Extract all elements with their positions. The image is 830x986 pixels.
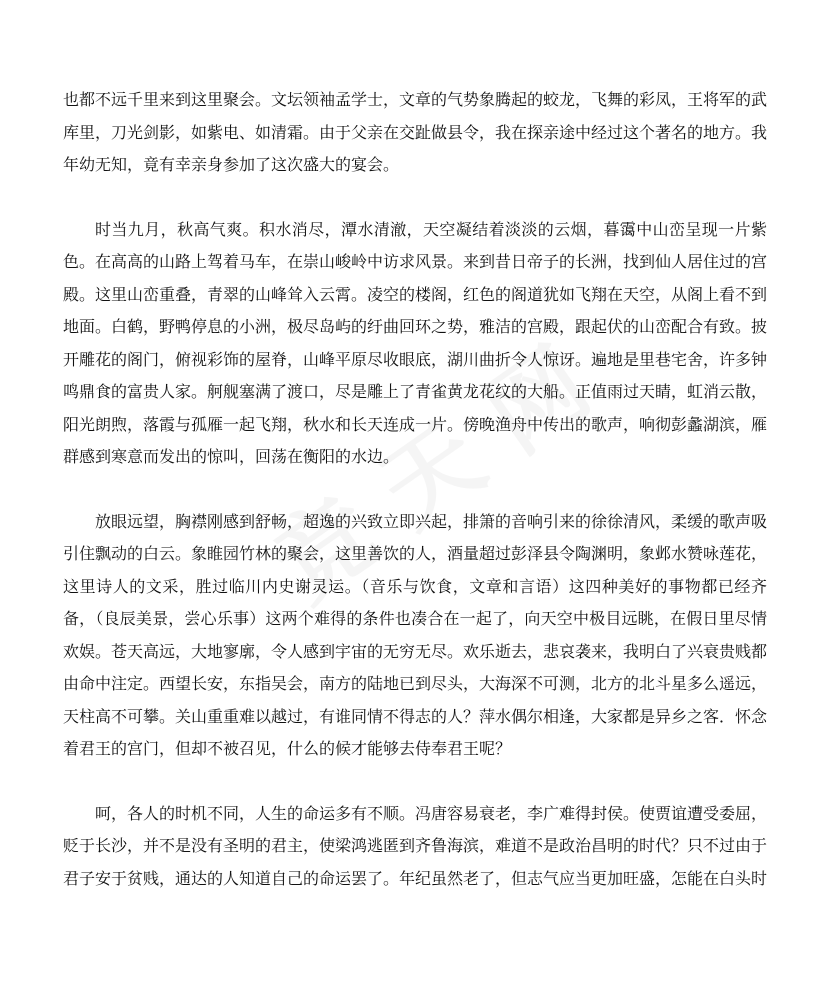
paragraph-4: 呵，各人的时机不同，人生的命运多有不顺。冯唐容易衰老，李广难得封侯。使贾谊遭受委屈，贬于长沙，并不是没有圣明的君主，使梁鸿逃匿到齐鲁海滨，难道不是政治昌明的时代？只不过由于君子安于贫贱，通达的人知道自己的命运罢了。年纪虽然老了，但志气应当更加旺盛，怎能在白头时 [63,803,768,888]
document-body [63,84,767,927]
paragraph-2: 时当九月，秋高气爽。积水消尽，潭水清澈，天空凝结着淡淡的云烟，暮霭中山峦呈现一片紫色。在高高的山路上驾着马车，在崇山峻岭中访求风景。来到昔日帝子的长洲，找到仙人居住过的宫殿。这里山峦重叠，青翠的山峰耸入云霄。凌空的楼阁，红色的阁道犹如飞翔在天空，从阁上看不到地面。白鹤，野鸭停息的小洲，极尽岛屿的纡曲回环之势，雅洁的宫殿，跟起伏的山峦配合有致。披开雕花的阁门，俯视彩饰的屋脊，山峰平原尽收眼底，湖川曲折令人惊讶。遍地是里巷宅舍，许多钟鸣鼎食的富贵人家。舸舰塞满了渡口，尽是雕上了青雀黄龙花纹的大船。正值雨过天睛，虹消云散，阳光朗煦，落霞与孤雁一起飞翔，秋水和长天连成一片。傍晚渔舟中传出的歌声，响彻彭蠡湖滨，雁群感到寒意而发出的惊叫，回荡在衡阳的水边。 [63,219,768,466]
paragraph-1: 也都不远千里来到这里聚会。文坛领袖孟学士，文章的气势象腾起的蛟龙，飞舞的彩凤，王将军的武库里，刀光剑影，如紫电、如清霜。由于父亲在交趾做县令，我在探亲途中经过这个著名的地方。我年幼无知，竟有幸亲身参加了这次盛大的宴会。 [63,90,768,174]
paragraph-3: 放眼远望，胸襟刚感到舒畅，超逸的兴致立即兴起，排箫的音响引来的徐徐清风，柔缓的歌声吸引住飘动的白云。象睢园竹林的聚会，这里善饮的人，酒量超过彭泽县令陶渊明，象邺水赞咏莲花，这里诗人的文采，胜过临川内史谢灵运。（音乐与饮食，文章和言语）这四种美好的事物都已经齐备，（良辰美景，尝心乐事）这两个难得的条件也凑合在一起了，向天空中极目远眺，在假日里尽情欢娱。苍天高远，大地寥廓，令人感到宇宙的无穷无尽。欢乐逝去，悲哀袭来，我明白了兴衰贵贱都由命中注定。西望长安，东指吴会，南方的陆地已到尽头，大海深不可测，北方的北斗星多么遥远，天柱高不可攀。关山重重难以越过，有谁同情不得志的人？萍水偶尔相逢，大家都是异乡之客．怀念着君王的宫门，但却不被召见，什么的候才能够去侍奉君王呢？ [63,511,768,758]
